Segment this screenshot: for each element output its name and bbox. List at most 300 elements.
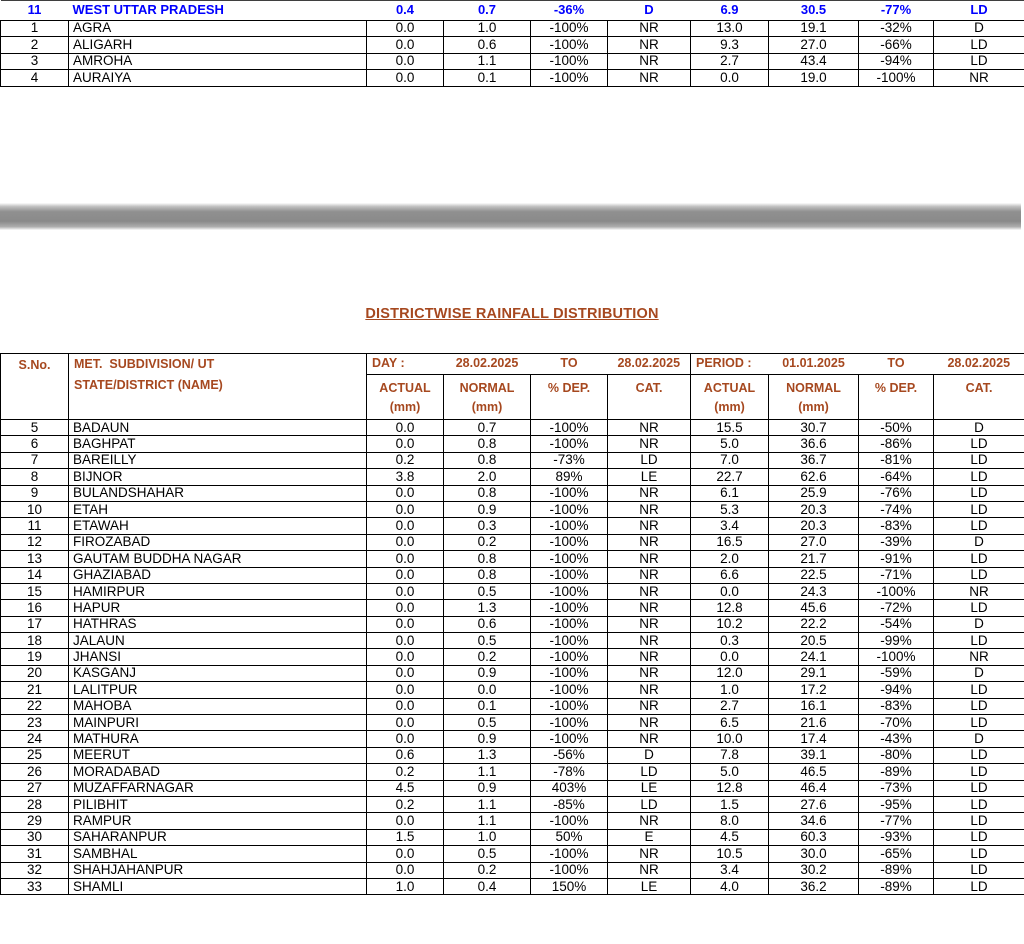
cell-period-actual: 0.0 — [691, 70, 769, 87]
cell-period-normal: 19.0 — [769, 70, 859, 87]
cell-period-actual: 16.5 — [691, 534, 769, 550]
page1-rainfall-table — [0, 0, 1024, 87]
cell-day-normal: 0.9 — [444, 665, 531, 681]
cell-period-actual: 10.0 — [691, 731, 769, 747]
cell-day-dep: -100% — [531, 485, 608, 501]
cell-district-name: GAUTAM BUDDHA NAGAR — [69, 551, 367, 567]
cell-period-normal: 36.2 — [769, 878, 859, 894]
cell-period-actual: 10.5 — [691, 846, 769, 862]
cell-day-normal: 0.8 — [444, 551, 531, 567]
cell-day-normal: 0.9 — [444, 780, 531, 796]
cell-day-dep: -100% — [531, 534, 608, 550]
cell-period-normal: 39.1 — [769, 747, 859, 763]
cell-day-cat: NR — [608, 20, 691, 37]
cell-day-dep: -100% — [531, 567, 608, 583]
cell-day-normal: 1.0 — [444, 20, 531, 37]
cell-serial: 26 — [1, 764, 69, 780]
cell-period-dep: -86% — [859, 436, 934, 452]
cell-day-dep: -100% — [531, 37, 608, 54]
cell-day-normal: 0.9 — [444, 731, 531, 747]
header-day-actual-unit: (mm) — [389, 400, 421, 414]
cell-serial: 23 — [1, 715, 69, 731]
district-row — [1, 583, 1024, 599]
cell-period-cat: LD — [934, 53, 1024, 70]
header-period-normal — [769, 375, 859, 420]
page2-title: DISTRICTWISE RAINFALL DISTRIBUTION — [365, 306, 659, 322]
cell-day-cat: NR — [608, 616, 691, 632]
cell-day-cat: NR — [608, 436, 691, 452]
cell-district-name: SAHARANPUR — [69, 829, 367, 845]
cell-period-actual: 10.2 — [691, 616, 769, 632]
cell-day-normal: 0.8 — [444, 436, 531, 452]
district-row — [1, 682, 1024, 698]
cell-district-name: KASGANJ — [69, 665, 367, 681]
cell-district-name: BADAUN — [69, 420, 367, 436]
cell-day-actual: 0.0 — [367, 715, 444, 731]
cell-day-normal: 1.1 — [444, 796, 531, 812]
cell-serial: 8 — [1, 469, 69, 485]
district-row — [1, 813, 1024, 829]
cell-day-normal: 0.8 — [444, 452, 531, 468]
cell-period-normal: 45.6 — [769, 600, 859, 616]
cell-period-actual: 0.3 — [691, 633, 769, 649]
cell-period-dep: -89% — [859, 878, 934, 894]
cell-day-cat: NR — [608, 665, 691, 681]
cell-period-dep: -91% — [859, 551, 934, 567]
header-period-from-date: 01.01.2025 — [769, 354, 859, 375]
cell-serial: 15 — [1, 583, 69, 599]
cell-district-name: RAMPUR — [69, 813, 367, 829]
cell-day-normal: 0.2 — [444, 862, 531, 878]
cell-period-cat: LD — [934, 1, 1024, 21]
cell-period-cat: LD — [934, 780, 1024, 796]
cell-day-actual: 0.0 — [367, 20, 444, 37]
cell-day-normal: 0.7 — [444, 1, 531, 21]
cell-day-actual: 0.0 — [367, 567, 444, 583]
cell-period-cat: D — [934, 731, 1024, 747]
cell-period-actual: 1.5 — [691, 796, 769, 812]
cell-period-normal: 17.2 — [769, 682, 859, 698]
cell-period-cat: LD — [934, 452, 1024, 468]
cell-period-dep: -66% — [859, 37, 934, 54]
cell-period-cat: LD — [934, 862, 1024, 878]
cell-period-normal: 21.6 — [769, 715, 859, 731]
cell-period-actual: 7.8 — [691, 747, 769, 763]
header-period-cat — [934, 375, 1024, 420]
cell-period-actual: 5.0 — [691, 764, 769, 780]
cell-day-dep: -100% — [531, 420, 608, 436]
cell-serial: 27 — [1, 780, 69, 796]
cell-district-name: AGRA — [69, 20, 367, 37]
cell-day-cat: NR — [608, 583, 691, 599]
cell-period-dep: -54% — [859, 616, 934, 632]
cell-day-cat: NR — [608, 420, 691, 436]
cell-day-cat: NR — [608, 567, 691, 583]
cell-period-cat: LD — [934, 485, 1024, 501]
cell-day-actual: 0.0 — [367, 583, 444, 599]
district-row — [1, 469, 1024, 485]
cell-district-name: SAMBHAL — [69, 846, 367, 862]
cell-period-dep: -77% — [859, 1, 934, 21]
header-subdivision — [69, 354, 367, 420]
cell-period-dep: -65% — [859, 846, 934, 862]
district-row — [1, 53, 1024, 70]
cell-serial: 13 — [1, 551, 69, 567]
district-row — [1, 452, 1024, 468]
cell-period-actual: 2.0 — [691, 551, 769, 567]
cell-serial: 30 — [1, 829, 69, 845]
cell-day-dep: -100% — [531, 862, 608, 878]
cell-district-name: FIROZABAD — [69, 534, 367, 550]
cell-period-cat: LD — [934, 518, 1024, 534]
header-period-to-label: TO — [859, 354, 934, 375]
cell-period-dep: -70% — [859, 715, 934, 731]
cell-day-cat: NR — [608, 698, 691, 714]
cell-day-normal: 1.0 — [444, 829, 531, 845]
cell-period-normal: 36.7 — [769, 452, 859, 468]
cell-period-dep: -94% — [859, 53, 934, 70]
cell-day-dep: 150% — [531, 878, 608, 894]
header-period-label: PERIOD : — [691, 354, 769, 375]
cell-serial: 11 — [1, 518, 69, 534]
cell-period-actual: 1.0 — [691, 682, 769, 698]
cell-serial: 24 — [1, 731, 69, 747]
cell-period-dep: -77% — [859, 813, 934, 829]
cell-serial: 18 — [1, 633, 69, 649]
cell-district-name: PILIBHIT — [69, 796, 367, 812]
cell-district-name: JHANSI — [69, 649, 367, 665]
cell-day-cat: NR — [608, 37, 691, 54]
cell-day-dep: -100% — [531, 665, 608, 681]
cell-day-actual: 0.0 — [367, 682, 444, 698]
cell-serial: 20 — [1, 665, 69, 681]
cell-period-actual: 6.9 — [691, 1, 769, 21]
cell-serial: 19 — [1, 649, 69, 665]
cell-period-normal: 36.6 — [769, 436, 859, 452]
cell-period-cat: LD — [934, 747, 1024, 763]
cell-day-dep: -100% — [531, 698, 608, 714]
cell-period-dep: -43% — [859, 731, 934, 747]
cell-period-normal: 30.0 — [769, 846, 859, 862]
page2-rainfall-table — [0, 353, 1024, 895]
cell-period-cat: D — [934, 534, 1024, 550]
cell-period-actual: 0.0 — [691, 649, 769, 665]
cell-day-normal: 2.0 — [444, 469, 531, 485]
cell-serial: 11 — [1, 1, 69, 21]
cell-period-cat: LD — [934, 764, 1024, 780]
cell-day-normal: 0.7 — [444, 420, 531, 436]
cell-day-dep: -100% — [531, 501, 608, 517]
district-row — [1, 567, 1024, 583]
cell-serial: 33 — [1, 878, 69, 894]
cell-serial: 21 — [1, 682, 69, 698]
cell-period-normal: 24.3 — [769, 583, 859, 599]
cell-period-normal: 46.4 — [769, 780, 859, 796]
cell-period-normal: 20.3 — [769, 518, 859, 534]
cell-district-name: MEERUT — [69, 747, 367, 763]
cell-district-name: JALAUN — [69, 633, 367, 649]
cell-period-cat: LD — [934, 846, 1024, 862]
district-row — [1, 649, 1024, 665]
cell-district-name: HATHRAS — [69, 616, 367, 632]
cell-district-name: MATHURA — [69, 731, 367, 747]
district-row — [1, 20, 1024, 37]
cell-day-normal: 0.5 — [444, 633, 531, 649]
cell-day-actual: 0.0 — [367, 633, 444, 649]
cell-day-cat: NR — [608, 813, 691, 829]
header-period-actual-unit: (mm) — [714, 400, 745, 414]
cell-serial: 9 — [1, 485, 69, 501]
cell-district-name: GHAZIABAD — [69, 567, 367, 583]
cell-day-actual: 0.0 — [367, 501, 444, 517]
cell-period-normal: 20.3 — [769, 501, 859, 517]
cell-period-normal: 24.1 — [769, 649, 859, 665]
cell-period-dep: -83% — [859, 698, 934, 714]
cell-district-name: SHAMLI — [69, 878, 367, 894]
cell-day-cat: NR — [608, 682, 691, 698]
cell-day-cat: NR — [608, 501, 691, 517]
cell-district-name: AMROHA — [69, 53, 367, 70]
cell-day-cat: LE — [608, 469, 691, 485]
cell-period-actual: 7.0 — [691, 452, 769, 468]
header-period-normal-label: NORMAL — [786, 381, 841, 395]
cell-period-normal: 30.2 — [769, 862, 859, 878]
cell-day-normal: 0.4 — [444, 878, 531, 894]
header-subdivision-line2: STATE/DISTRICT (NAME) — [74, 378, 223, 393]
district-row — [1, 747, 1024, 763]
cell-serial: 7 — [1, 452, 69, 468]
header-serial — [1, 354, 69, 420]
cell-day-normal: 0.1 — [444, 698, 531, 714]
header-day-to-date: 28.02.2025 — [608, 354, 691, 375]
cell-day-normal: 1.1 — [444, 764, 531, 780]
cell-district-name: LALITPUR — [69, 682, 367, 698]
cell-day-cat: LE — [608, 878, 691, 894]
cell-period-cat: LD — [934, 633, 1024, 649]
cell-day-normal: 0.0 — [444, 682, 531, 698]
district-row — [1, 420, 1024, 436]
cell-district-name: HAMIRPUR — [69, 583, 367, 599]
cell-period-dep: -94% — [859, 682, 934, 698]
cell-period-normal: 22.5 — [769, 567, 859, 583]
cell-day-actual: 0.0 — [367, 534, 444, 550]
cell-day-actual: 0.2 — [367, 764, 444, 780]
cell-serial: 14 — [1, 567, 69, 583]
cell-day-cat: D — [608, 747, 691, 763]
cell-period-dep: -93% — [859, 829, 934, 845]
cell-period-dep: -99% — [859, 633, 934, 649]
cell-day-cat: NR — [608, 715, 691, 731]
cell-serial: 16 — [1, 600, 69, 616]
cell-period-normal: 19.1 — [769, 20, 859, 37]
cell-day-dep: 403% — [531, 780, 608, 796]
cell-period-actual: 0.0 — [691, 583, 769, 599]
cell-subdivision-name: WEST UTTAR PRADESH — [69, 1, 367, 21]
cell-day-dep: -100% — [531, 518, 608, 534]
header-serial-label: S.No. — [18, 358, 51, 372]
cell-period-normal: 20.5 — [769, 633, 859, 649]
district-row — [1, 70, 1024, 87]
district-row — [1, 551, 1024, 567]
cell-period-dep: -95% — [859, 796, 934, 812]
cell-period-cat: LD — [934, 600, 1024, 616]
cell-period-dep: -100% — [859, 583, 934, 599]
cell-period-normal: 27.0 — [769, 534, 859, 550]
cell-district-name: MUZAFFARNAGAR — [69, 780, 367, 796]
cell-day-normal: 0.2 — [444, 649, 531, 665]
cell-period-dep: -100% — [859, 70, 934, 87]
cell-period-cat: D — [934, 20, 1024, 37]
cell-day-actual: 0.2 — [367, 452, 444, 468]
cell-day-normal: 0.8 — [444, 485, 531, 501]
cell-day-actual: 0.0 — [367, 813, 444, 829]
cell-period-actual: 22.7 — [691, 469, 769, 485]
cell-period-cat: D — [934, 616, 1024, 632]
cell-period-actual: 4.5 — [691, 829, 769, 845]
cell-day-cat: NR — [608, 70, 691, 87]
subdivision-summary-row — [1, 1, 1024, 21]
cell-district-name: MORADABAD — [69, 764, 367, 780]
district-row — [1, 829, 1024, 845]
cell-period-actual: 15.5 — [691, 420, 769, 436]
cell-day-actual: 0.0 — [367, 53, 444, 70]
cell-district-name: ETAH — [69, 501, 367, 517]
cell-period-cat: LD — [934, 829, 1024, 845]
cell-period-normal: 21.7 — [769, 551, 859, 567]
cell-period-normal: 60.3 — [769, 829, 859, 845]
cell-day-dep: -100% — [531, 813, 608, 829]
cell-day-normal: 0.2 — [444, 534, 531, 550]
district-row — [1, 534, 1024, 550]
cell-serial: 10 — [1, 501, 69, 517]
header-day-cat — [608, 375, 691, 420]
cell-day-normal: 0.8 — [444, 567, 531, 583]
cell-day-cat: E — [608, 829, 691, 845]
cell-day-cat: NR — [608, 534, 691, 550]
cell-period-normal: 22.2 — [769, 616, 859, 632]
cell-period-cat: NR — [934, 70, 1024, 87]
cell-period-dep: -100% — [859, 649, 934, 665]
cell-day-dep: -100% — [531, 583, 608, 599]
cell-day-dep: 89% — [531, 469, 608, 485]
header-day-label: DAY : — [367, 354, 444, 375]
cell-period-cat: D — [934, 665, 1024, 681]
cell-serial: 1 — [1, 20, 69, 37]
cell-day-actual: 0.2 — [367, 796, 444, 812]
cell-period-dep: -64% — [859, 469, 934, 485]
cell-district-name: MAINPURI — [69, 715, 367, 731]
cell-period-actual: 5.3 — [691, 501, 769, 517]
cell-period-cat: LD — [934, 501, 1024, 517]
cell-day-actual: 3.8 — [367, 469, 444, 485]
cell-day-normal: 1.3 — [444, 747, 531, 763]
cell-day-actual: 0.0 — [367, 846, 444, 862]
district-row — [1, 501, 1024, 517]
cell-period-dep: -73% — [859, 780, 934, 796]
cell-period-cat: LD — [934, 715, 1024, 731]
cell-serial: 28 — [1, 796, 69, 812]
page-separator — [0, 203, 1021, 230]
cell-serial: 3 — [1, 53, 69, 70]
cell-day-actual: 0.0 — [367, 616, 444, 632]
cell-period-actual: 8.0 — [691, 813, 769, 829]
cell-period-normal: 43.4 — [769, 53, 859, 70]
district-row — [1, 846, 1024, 862]
cell-period-dep: -81% — [859, 452, 934, 468]
cell-period-dep: -32% — [859, 20, 934, 37]
cell-day-normal: 0.6 — [444, 616, 531, 632]
cell-day-cat: NR — [608, 846, 691, 862]
cell-day-cat: LD — [608, 452, 691, 468]
cell-serial: 29 — [1, 813, 69, 829]
cell-day-dep: -100% — [531, 53, 608, 70]
cell-day-cat: NR — [608, 862, 691, 878]
cell-day-dep: -85% — [531, 796, 608, 812]
cell-district-name: HAPUR — [69, 600, 367, 616]
cell-period-actual: 2.7 — [691, 53, 769, 70]
cell-period-cat: LD — [934, 878, 1024, 894]
cell-day-actual: 0.0 — [367, 665, 444, 681]
district-row — [1, 698, 1024, 714]
cell-day-actual: 0.0 — [367, 600, 444, 616]
district-row — [1, 862, 1024, 878]
cell-day-dep: -100% — [531, 600, 608, 616]
cell-period-normal: 30.5 — [769, 1, 859, 21]
cell-day-normal: 0.1 — [444, 70, 531, 87]
cell-day-actual: 0.0 — [367, 862, 444, 878]
cell-serial: 6 — [1, 436, 69, 452]
cell-period-normal: 34.6 — [769, 813, 859, 829]
cell-district-name: BULANDSHAHAR — [69, 485, 367, 501]
district-row — [1, 616, 1024, 632]
district-row — [1, 731, 1024, 747]
cell-serial: 5 — [1, 420, 69, 436]
cell-day-actual: 0.0 — [367, 649, 444, 665]
cell-day-normal: 1.1 — [444, 53, 531, 70]
cell-period-actual: 12.8 — [691, 600, 769, 616]
header-period-normal-unit: (mm) — [798, 400, 829, 414]
cell-day-dep: -56% — [531, 747, 608, 763]
cell-period-dep: -74% — [859, 501, 934, 517]
cell-day-dep: -36% — [531, 1, 608, 21]
cell-day-dep: -78% — [531, 764, 608, 780]
cell-period-normal: 30.7 — [769, 420, 859, 436]
cell-day-actual: 1.0 — [367, 878, 444, 894]
cell-day-actual: 0.0 — [367, 436, 444, 452]
cell-period-cat: LD — [934, 682, 1024, 698]
cell-day-actual: 0.0 — [367, 70, 444, 87]
cell-day-normal: 1.1 — [444, 813, 531, 829]
district-row — [1, 600, 1024, 616]
cell-day-cat: D — [608, 1, 691, 21]
cell-period-dep: -80% — [859, 747, 934, 763]
cell-day-actual: 0.0 — [367, 551, 444, 567]
cell-period-dep: -59% — [859, 665, 934, 681]
cell-day-normal: 0.9 — [444, 501, 531, 517]
cell-day-dep: -100% — [531, 20, 608, 37]
cell-day-dep: -73% — [531, 452, 608, 468]
cell-district-name: SHAHJAHANPUR — [69, 862, 367, 878]
cell-district-name: BIJNOR — [69, 469, 367, 485]
cell-period-cat: LD — [934, 551, 1024, 567]
cell-district-name: AURAIYA — [69, 70, 367, 87]
cell-period-cat: LD — [934, 567, 1024, 583]
cell-period-cat: NR — [934, 583, 1024, 599]
cell-serial: 25 — [1, 747, 69, 763]
cell-period-normal: 27.0 — [769, 37, 859, 54]
header-period-to-date: 28.02.2025 — [934, 354, 1024, 375]
district-row — [1, 436, 1024, 452]
